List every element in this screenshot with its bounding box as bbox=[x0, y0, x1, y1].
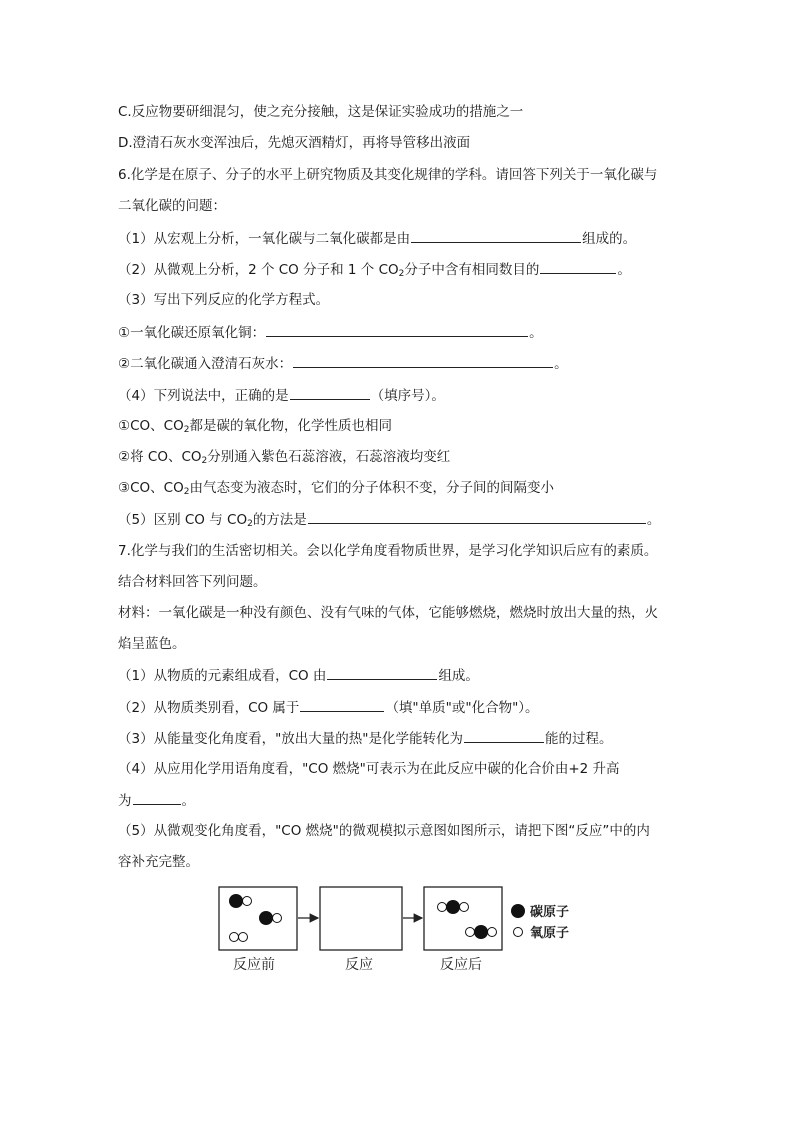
q6-reaction1: ①一氧化碳还原氧化铜： 。 bbox=[118, 322, 543, 343]
box-reaction[interactable] bbox=[320, 887, 402, 950]
answer-blank[interactable] bbox=[308, 509, 646, 524]
q7-stem-line1: 7.化学与我们的生活密切相关。会以化学角度看物质世界，是学习化学知识后应有的素质。 bbox=[118, 543, 658, 559]
label-after: 反应后 bbox=[440, 957, 482, 973]
legend-oxygen-label: 氧原子 bbox=[530, 926, 570, 941]
q6-reaction2: ②二氧化碳通入澄清石灰水： 。 bbox=[118, 353, 568, 374]
co2-molecule bbox=[438, 900, 469, 914]
answer-blank[interactable] bbox=[411, 228, 581, 243]
answer-blank[interactable] bbox=[266, 322, 528, 337]
q7-part3: （3）从能量变化角度看，"放出大量的热"是化学能转化为 能的过程。 bbox=[118, 728, 613, 749]
answer-blank[interactable] bbox=[290, 385, 370, 400]
co-molecule bbox=[229, 894, 252, 908]
label-before: 反应前 bbox=[233, 957, 275, 973]
q7-part5-line1: （5）从微观变化角度看，"CO 燃烧"的微观模拟示意图如图所示，请把下图“反应”中的内 bbox=[118, 823, 650, 839]
q7-part5-line2: 容补充完整。 bbox=[118, 854, 199, 870]
box-before-reaction bbox=[219, 887, 297, 950]
q7-material-line1: 材料：一氧化碳是一种没有颜色、没有气味的气体，它能够燃烧，燃烧时放出大量的热，火 bbox=[118, 605, 658, 621]
answer-blank[interactable] bbox=[293, 353, 553, 368]
o2-molecule bbox=[230, 933, 248, 942]
q6-part3: （3）写出下列反应的化学方程式。 bbox=[118, 292, 330, 308]
co-molecule bbox=[259, 911, 282, 925]
answer-blank[interactable] bbox=[464, 728, 544, 743]
q7-part4-line1: （4）从应用化学用语角度看，"CO 燃烧"可表示为在此反应中碳的化合价由+2 升高 bbox=[118, 761, 620, 777]
carbon-atom-legend-icon bbox=[511, 904, 525, 918]
q6-statement3: ③CO、$CO_2$由气态变为液态时，它们的分子体积不变，分子间的间隔变小 bbox=[118, 480, 554, 497]
answer-blank[interactable] bbox=[300, 697, 384, 712]
q6-part1: （1）从宏观上分析，一氧化碳与二氧化碳都是由 组成的。 bbox=[118, 228, 636, 249]
answer-blank[interactable] bbox=[133, 790, 181, 805]
co2-molecule bbox=[466, 925, 497, 939]
label-reaction: 反应 bbox=[345, 957, 373, 973]
q6-stem-line2: 二氧化碳的问题： bbox=[118, 198, 226, 214]
q6-statement1: ①CO、$CO_2$都是碳的氧化物，化学性质也相同 bbox=[118, 418, 392, 435]
q6-part4: （4）下列说法中，正确的是 （填序号）。 bbox=[118, 385, 445, 406]
q6-statement2: ②将 CO、$CO_2$分别通入紫色石蕊溶液，石蕊溶液均变红 bbox=[118, 449, 451, 466]
q7-part4-line2: 为 。 bbox=[118, 790, 195, 811]
q7-stem-line2: 结合材料回答下列问题。 bbox=[118, 574, 267, 590]
q7-part1: （1）从物质的元素组成看，CO 由 组成。 bbox=[118, 665, 479, 686]
q7-material-line2: 焰呈蓝色。 bbox=[118, 636, 186, 652]
legend-carbon-label: 碳原子 bbox=[530, 905, 570, 920]
oxygen-atom-legend-icon bbox=[514, 928, 523, 937]
q6-stem-line1: 6.化学是在原子、分子的水平上研究物质及其变化规律的学科。请回答下列关于一氧化碳与 bbox=[118, 167, 658, 183]
option-d: D.澄清石灰水变浑浊后，先熄灭酒精灯，再将导管移出液面 bbox=[118, 135, 471, 151]
q6-part5: （5）区别 CO 与 $CO_2$的方法是 。 bbox=[118, 509, 660, 530]
answer-blank[interactable] bbox=[540, 259, 616, 274]
q6-part2: （2）从微观上分析，2 个 CO 分子和 1 个 $CO_2$分子中含有相同数目的 。 bbox=[118, 259, 631, 280]
option-c: C.反应物要研细混匀，使之充分接触，这是保证实验成功的措施之一 bbox=[118, 104, 524, 120]
answer-blank[interactable] bbox=[327, 665, 437, 680]
box-after-reaction bbox=[424, 887, 502, 950]
q7-part2: （2）从物质类别看，CO 属于 （填"单质"或"化合物"）。 bbox=[118, 697, 539, 718]
